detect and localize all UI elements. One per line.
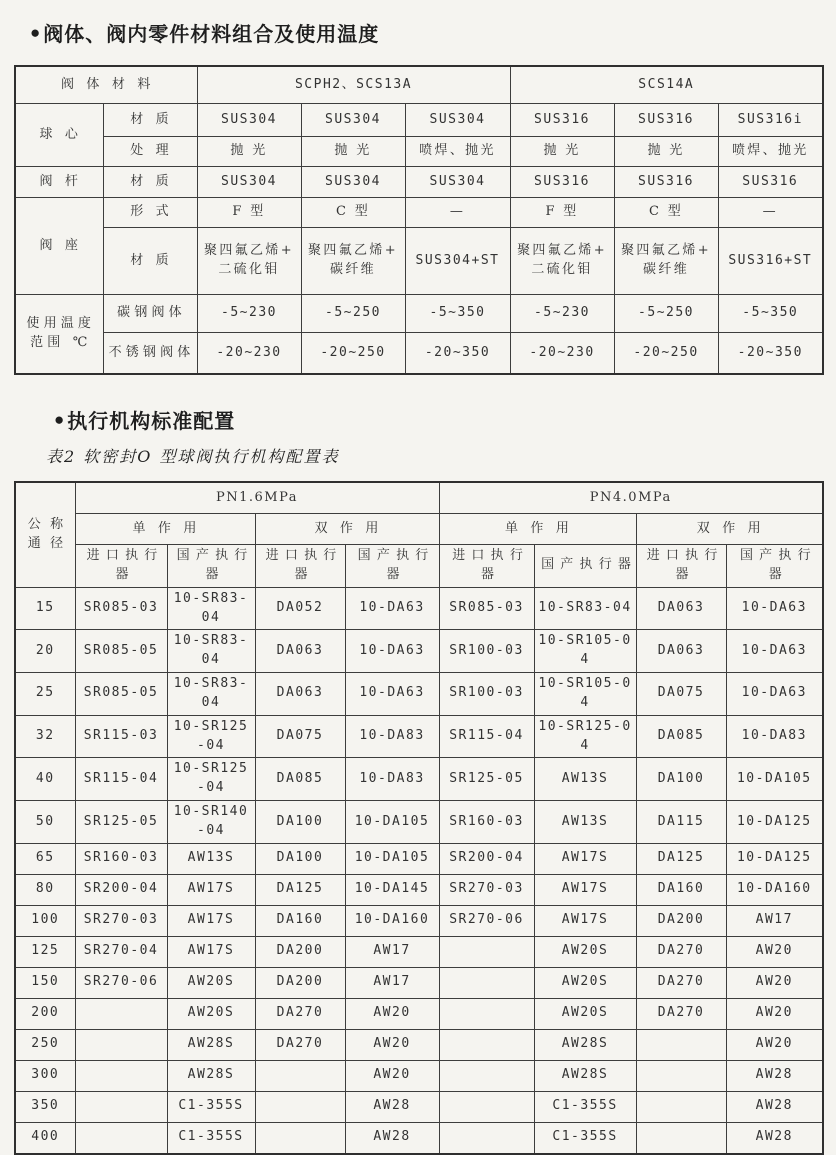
nominal-diameter-cell: 125 [15, 936, 75, 967]
table-row [15, 137, 823, 167]
actuator-model-cell: DA085 [255, 758, 345, 801]
actuator-model-cell [75, 1122, 167, 1154]
actuator-model-cell: 10-DA83 [345, 758, 439, 801]
actuator-model-cell: SR200-04 [75, 874, 167, 905]
table-cell: -20~230 [510, 333, 614, 375]
table-cell: F 型 [197, 198, 301, 228]
table-cell: — [405, 198, 510, 228]
body-material-group1: SCPH2、SCS13A [197, 66, 510, 104]
table-row [15, 630, 823, 673]
pressure-group-pn40: PN4.0MPa [439, 482, 823, 514]
table-cell: 聚四氟乙烯+ 碳纤维 [301, 228, 405, 295]
nominal-diameter-cell: 200 [15, 998, 75, 1029]
actuator-table-body [15, 587, 823, 1154]
table-cell: 喷焊、抛光 [718, 137, 823, 167]
table-cell: -5~250 [301, 295, 405, 333]
actuator-model-cell: 10-SR83-04 [534, 587, 636, 630]
actuator-model-cell: AW28 [345, 1091, 439, 1122]
actuator-model-cell: 10-SR125-04 [534, 715, 636, 758]
table-row [15, 758, 823, 801]
actuator-model-cell: AW28S [534, 1029, 636, 1060]
nominal-diameter-cell: 400 [15, 1122, 75, 1154]
actuator-model-cell [439, 1060, 534, 1091]
table-cell: C 型 [301, 198, 405, 228]
double-acting-header: 双 作 用 [255, 514, 439, 545]
table-header-row [15, 545, 823, 588]
actuator-model-cell [636, 1060, 726, 1091]
nominal-diameter-cell: 350 [15, 1091, 75, 1122]
actuator-model-cell: AW17S [534, 843, 636, 874]
actuator-model-cell: 10-DA145 [345, 874, 439, 905]
actuator-model-cell: DA052 [255, 587, 345, 630]
actuator-model-cell: 10-DA63 [726, 587, 823, 630]
actuator-model-cell: 10-SR140-04 [167, 801, 255, 844]
single-acting-header: 单 作 用 [75, 514, 255, 545]
table-cell: SUS304 [405, 104, 510, 137]
table-row [15, 104, 823, 137]
table-cell: F 型 [510, 198, 614, 228]
section2-title [54, 405, 822, 434]
actuator-model-cell: AW20 [345, 1060, 439, 1091]
actuator-model-cell: AW17 [726, 905, 823, 936]
actuator-model-cell: 10-DA125 [726, 801, 823, 844]
actuator-model-cell: SR125-05 [75, 801, 167, 844]
table-cell: SUS304 [301, 104, 405, 137]
section1-title [30, 18, 822, 47]
actuator-model-cell [439, 1091, 534, 1122]
actuator-model-cell: DA200 [255, 967, 345, 998]
sub-label: 不锈钢阀体 [103, 333, 197, 375]
actuator-model-cell: DA085 [636, 715, 726, 758]
sub-label: 材 质 [103, 167, 197, 198]
table-cell: — [718, 198, 823, 228]
actuator-model-cell [255, 1060, 345, 1091]
table-row [15, 167, 823, 198]
actuator-model-cell: DA270 [636, 967, 726, 998]
actuator-model-cell: 10-SR125-04 [167, 715, 255, 758]
actuator-model-cell [75, 998, 167, 1029]
actuator-model-cell: SR085-03 [439, 587, 534, 630]
body-material-group2: SCS14A [510, 66, 823, 104]
section2-title-text: 执行机构标准配置 [67, 411, 236, 433]
table-row [15, 333, 823, 375]
table-cell: SUS316 [614, 104, 718, 137]
actuator-model-cell: DA270 [636, 998, 726, 1029]
actuator-model-cell: AW17 [345, 967, 439, 998]
actuator-model-cell: AW17S [167, 936, 255, 967]
actuator-model-cell [439, 967, 534, 998]
actuator-model-cell [75, 1091, 167, 1122]
actuator-model-cell: SR270-03 [439, 874, 534, 905]
actuator-model-cell: DA100 [255, 801, 345, 844]
actuator-model-cell: 10-DA63 [726, 630, 823, 673]
import-actuator-header: 进 口 执 行 器 [75, 545, 167, 588]
actuator-model-cell: 10-SR105-04 [534, 630, 636, 673]
actuator-model-cell: DA100 [636, 758, 726, 801]
table-cell: SUS304 [197, 167, 301, 198]
table-cell: 抛 光 [197, 137, 301, 167]
actuator-model-cell: C1-355S [167, 1091, 255, 1122]
actuator-model-cell: 10-DA63 [345, 673, 439, 716]
actuator-model-cell: AW20S [167, 998, 255, 1029]
actuator-model-cell [255, 1091, 345, 1122]
actuator-model-cell: DA063 [255, 630, 345, 673]
actuator-model-cell: AW28 [726, 1060, 823, 1091]
pressure-group-pn16: PN1.6MPa [75, 482, 439, 514]
nominal-diameter-cell: 20 [15, 630, 75, 673]
import-actuator-header: 进 口 执 行 器 [439, 545, 534, 588]
nominal-diameter-cell: 100 [15, 905, 75, 936]
actuator-model-cell: 10-DA63 [345, 630, 439, 673]
actuator-model-cell [439, 998, 534, 1029]
table-header-row [15, 514, 823, 545]
table-cell: 抛 光 [614, 137, 718, 167]
actuator-model-cell [75, 1029, 167, 1060]
nominal-diameter-cell: 80 [15, 874, 75, 905]
table-header-row [15, 482, 823, 514]
bullet-icon: ● [30, 23, 42, 42]
actuator-model-cell: 10-SR83-04 [167, 630, 255, 673]
table-cell: -5~250 [614, 295, 718, 333]
actuator-model-cell: AW17S [167, 905, 255, 936]
actuator-model-cell: DA160 [255, 905, 345, 936]
nominal-diameter-cell: 50 [15, 801, 75, 844]
actuator-model-cell: C1-355S [534, 1091, 636, 1122]
actuator-model-cell: SR100-03 [439, 673, 534, 716]
actuator-model-cell: SR085-05 [75, 673, 167, 716]
table-row [15, 673, 823, 716]
table-row [15, 843, 823, 874]
table-cell: -5~350 [405, 295, 510, 333]
domestic-actuator-header: 国 产 执 行 器 [345, 545, 439, 588]
domestic-actuator-header: 国 产 执 行 器 [534, 545, 636, 588]
actuator-model-cell: C1-355S [534, 1122, 636, 1154]
actuator-model-cell: AW28S [534, 1060, 636, 1091]
table-cell: SUS316 [510, 104, 614, 137]
table-row [15, 998, 823, 1029]
table-cell: 聚四氟乙烯+ 二硫化钼 [510, 228, 614, 295]
section1-title-text: 阀体、阀内零件材料组合及使用温度 [43, 24, 380, 46]
actuator-model-cell: AW20 [726, 936, 823, 967]
actuator-model-cell: DA125 [255, 874, 345, 905]
actuator-model-cell: DA100 [255, 843, 345, 874]
material-temperature-table [14, 65, 824, 375]
actuator-model-cell: 10-DA125 [726, 843, 823, 874]
table-row [15, 587, 823, 630]
actuator-model-cell: AW28S [167, 1060, 255, 1091]
table-cell: 抛 光 [510, 137, 614, 167]
table-cell: -5~230 [197, 295, 301, 333]
actuator-model-cell: AW20S [534, 967, 636, 998]
actuator-model-cell: SR270-06 [439, 905, 534, 936]
actuator-model-cell: SR270-06 [75, 967, 167, 998]
actuator-model-cell: 10-DA160 [726, 874, 823, 905]
actuator-configuration-table [14, 481, 824, 1155]
actuator-model-cell: DA200 [255, 936, 345, 967]
actuator-model-cell: SR270-03 [75, 905, 167, 936]
actuator-model-cell: SR115-04 [439, 715, 534, 758]
table-cell: C 型 [614, 198, 718, 228]
bullet-icon: ● [54, 410, 66, 429]
actuator-model-cell: DA063 [255, 673, 345, 716]
sub-label: 碳钢阀体 [103, 295, 197, 333]
actuator-model-cell: AW20S [534, 998, 636, 1029]
actuator-model-cell: 10-SR105-04 [534, 673, 636, 716]
actuator-model-cell: AW20S [534, 936, 636, 967]
actuator-model-cell: DA125 [636, 843, 726, 874]
table-cell: SUS316 [718, 167, 823, 198]
actuator-model-cell: DA200 [636, 905, 726, 936]
actuator-model-cell: AW20S [167, 967, 255, 998]
actuator-model-cell: SR115-03 [75, 715, 167, 758]
table-cell: SUS316 [614, 167, 718, 198]
nominal-diameter-cell: 65 [15, 843, 75, 874]
table-row [15, 295, 823, 333]
table-row [15, 198, 823, 228]
table-cell: -5~230 [510, 295, 614, 333]
actuator-model-cell: DA115 [636, 801, 726, 844]
actuator-model-cell: 10-SR125-04 [167, 758, 255, 801]
actuator-model-cell: C1-355S [167, 1122, 255, 1154]
table-row [15, 936, 823, 967]
actuator-model-cell: SR160-03 [439, 801, 534, 844]
table-cell: -5~350 [718, 295, 823, 333]
table-cell: SUS304 [405, 167, 510, 198]
nominal-diameter-cell: 32 [15, 715, 75, 758]
actuator-model-cell: 10-DA105 [345, 843, 439, 874]
actuator-model-cell: AW28 [726, 1122, 823, 1154]
table-row [15, 228, 823, 295]
sub-label: 材 质 [103, 228, 197, 295]
actuator-model-cell: SR270-04 [75, 936, 167, 967]
actuator-model-cell: AW28 [726, 1091, 823, 1122]
actuator-model-cell: 10-DA83 [345, 715, 439, 758]
actuator-model-cell: 10-DA63 [345, 587, 439, 630]
actuator-model-cell: SR100-03 [439, 630, 534, 673]
actuator-model-cell: AW28 [345, 1122, 439, 1154]
actuator-model-cell [75, 1060, 167, 1091]
table-cell: SUS316 [510, 167, 614, 198]
table-row [15, 715, 823, 758]
actuator-model-cell: AW20 [345, 1029, 439, 1060]
nominal-diameter-cell: 150 [15, 967, 75, 998]
actuator-model-cell: SR125-05 [439, 758, 534, 801]
actuator-model-cell: AW17S [534, 905, 636, 936]
nominal-diameter-cell: 300 [15, 1060, 75, 1091]
actuator-model-cell: SR200-04 [439, 843, 534, 874]
actuator-model-cell: SR085-03 [75, 587, 167, 630]
table-row [15, 66, 823, 104]
table-cell: 聚四氟乙烯+ 二硫化钼 [197, 228, 301, 295]
actuator-model-cell [255, 1122, 345, 1154]
table-row [15, 1122, 823, 1154]
actuator-model-cell [636, 1122, 726, 1154]
table-row [15, 905, 823, 936]
table-cell: -20~350 [718, 333, 823, 375]
nominal-diameter-cell: 250 [15, 1029, 75, 1060]
table-row [15, 1029, 823, 1060]
actuator-model-cell: AW17 [345, 936, 439, 967]
import-actuator-header: 进 口 执 行 器 [255, 545, 345, 588]
actuator-model-cell: AW17S [534, 874, 636, 905]
actuator-model-cell: 10-DA105 [726, 758, 823, 801]
table-cell: -20~230 [197, 333, 301, 375]
actuator-model-cell: SR160-03 [75, 843, 167, 874]
nominal-diameter-cell: 40 [15, 758, 75, 801]
actuator-model-cell: DA270 [255, 1029, 345, 1060]
nominal-diameter-cell: 15 [15, 587, 75, 630]
actuator-model-cell: DA063 [636, 630, 726, 673]
actuator-model-cell: DA270 [255, 998, 345, 1029]
actuator-model-cell: SR085-05 [75, 630, 167, 673]
corner-header: 阀 体 材 料 [15, 66, 197, 104]
actuator-model-cell: 10-DA63 [726, 673, 823, 716]
table-row [15, 801, 823, 844]
row-label-ball: 球 心 [15, 104, 103, 167]
actuator-model-cell: DA075 [255, 715, 345, 758]
actuator-model-cell [439, 1122, 534, 1154]
table-cell: 喷焊、抛光 [405, 137, 510, 167]
nominal-diameter-header: 公 称 通 径 [15, 482, 75, 587]
actuator-model-cell: 10-DA160 [345, 905, 439, 936]
table-cell: SUS316i [718, 104, 823, 137]
table-row [15, 874, 823, 905]
row-label-stem: 阀 杆 [15, 167, 103, 198]
table-cell: 抛 光 [301, 137, 405, 167]
actuator-model-cell [439, 1029, 534, 1060]
table-row [15, 967, 823, 998]
actuator-model-cell: 10-DA83 [726, 715, 823, 758]
table-row [15, 1091, 823, 1122]
actuator-model-cell [636, 1029, 726, 1060]
domestic-actuator-header: 国 产 执 行 器 [167, 545, 255, 588]
table-cell: SUS304 [197, 104, 301, 137]
actuator-model-cell: DA075 [636, 673, 726, 716]
row-label-temperature: 使用温度范围 ℃ [15, 295, 103, 375]
nominal-diameter-cell: 25 [15, 673, 75, 716]
actuator-model-cell: DA160 [636, 874, 726, 905]
actuator-model-cell: DA063 [636, 587, 726, 630]
table-cell: 聚四氟乙烯+ 碳纤维 [614, 228, 718, 295]
actuator-model-cell: AW13S [534, 758, 636, 801]
table-cell: SUS304+ST [405, 228, 510, 295]
actuator-model-cell: AW28S [167, 1029, 255, 1060]
domestic-actuator-header: 国 产 执 行 器 [726, 545, 823, 588]
table-cell: SUS304 [301, 167, 405, 198]
actuator-model-cell: 10-DA105 [345, 801, 439, 844]
actuator-model-cell: 10-SR83-04 [167, 587, 255, 630]
actuator-model-cell: AW20 [726, 967, 823, 998]
table-caption: 表2 软密封O 型球阀执行机构配置表 [46, 447, 340, 466]
actuator-model-cell: DA270 [636, 936, 726, 967]
actuator-model-cell: AW13S [167, 843, 255, 874]
actuator-model-cell: AW13S [534, 801, 636, 844]
actuator-model-cell: SR115-04 [75, 758, 167, 801]
actuator-model-cell [636, 1091, 726, 1122]
table-cell: -20~250 [614, 333, 718, 375]
actuator-model-cell: AW17S [167, 874, 255, 905]
actuator-model-cell: AW20 [726, 1029, 823, 1060]
table-cell: -20~250 [301, 333, 405, 375]
import-actuator-header: 进 口 执 行 器 [636, 545, 726, 588]
actuator-model-cell: 10-SR83-04 [167, 673, 255, 716]
sub-label: 材 质 [103, 104, 197, 137]
actuator-model-cell [439, 936, 534, 967]
actuator-model-cell: AW20 [726, 998, 823, 1029]
double-acting-header: 双 作 用 [636, 514, 823, 545]
table-cell: -20~350 [405, 333, 510, 375]
actuator-model-cell: AW20 [345, 998, 439, 1029]
row-label-seat: 阀 座 [15, 198, 103, 295]
table-cell: SUS316+ST [718, 228, 823, 295]
single-acting-header: 单 作 用 [439, 514, 636, 545]
sub-label: 形 式 [103, 198, 197, 228]
table-row [15, 1060, 823, 1091]
sub-label: 处 理 [103, 137, 197, 167]
